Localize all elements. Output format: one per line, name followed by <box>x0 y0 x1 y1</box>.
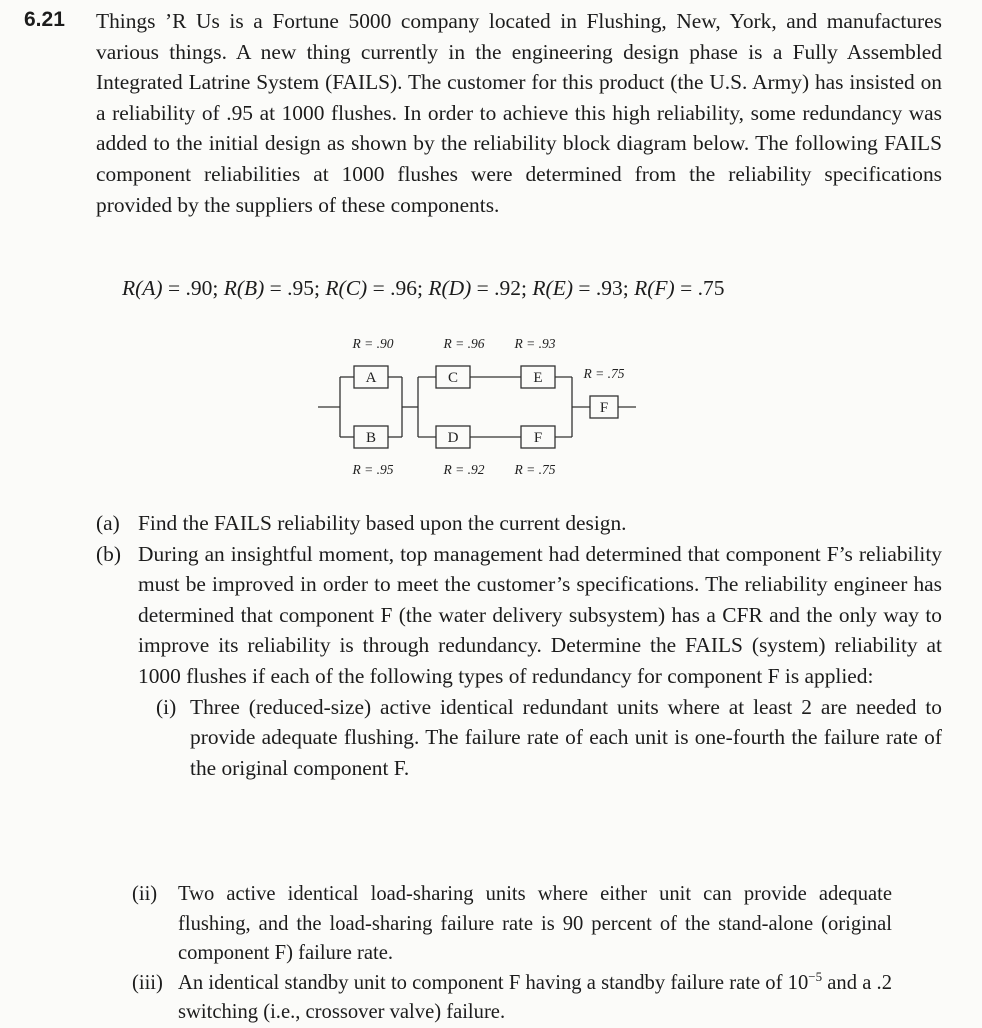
part-b-iii-text-pre: An identical standby unit to component F having a standby failure rate of 10 <box>178 971 809 994</box>
block-d-name: D <box>447 430 459 446</box>
question-parts <box>96 508 942 783</box>
label-rb: R = .95 <box>352 462 394 477</box>
part-b-iii-text-post: and a .2 switching (i.e., crossover valve) failure. <box>178 971 892 1024</box>
part-b-iii-label: (iii) <box>132 971 163 994</box>
formula-rc-label: R(C) <box>325 276 368 300</box>
part-b-text: During an insightful moment, top management had determined that component F’s reliability must be improved in order to meet the customer’s specifications. The reliability engineer has determined that component F (the water delivery subsystem) has a CFR and the only way to improve its reliability is through redundancy. Determine the FAILS (system) reliability at 1000 flushes if each of the following types of redundancy for component F is applied: <box>138 541 942 688</box>
label-re: R = .93 <box>514 336 556 351</box>
block-a-name: A <box>365 370 377 386</box>
reliability-block-diagram <box>310 330 650 480</box>
formula-rf-label: R(F) <box>634 276 675 300</box>
problem-number: 6.21 <box>24 8 65 31</box>
block-c-name: C <box>447 370 459 386</box>
label-rd: R = .92 <box>443 462 485 477</box>
reliability-formula <box>122 276 724 301</box>
label-ra: R = .90 <box>352 336 394 351</box>
formula-rd-value: = .92; <box>471 276 533 300</box>
part-b-ii-text: Two active identical load-sharing units where either unit can provide adequate flushing, and the load-sharing failure rate is 90 percent of the stand-alone (original component F) failure rate. <box>178 883 892 965</box>
label-rf-lower: R = .75 <box>514 462 556 477</box>
block-b-name: B <box>365 430 377 446</box>
part-a-label: (a) <box>96 511 120 535</box>
part-b-iii-text <box>178 969 892 1028</box>
part-b-iii <box>132 969 892 1028</box>
problem-intro: Things ’R Us is a Fortune 5000 company located in Flushing, New, York, and manufactures various things. A new thing currently in the engineering design phase is a Fully Assembled Integrated Latrine System (FAILS). The customer for this product (the U.S. Army) has insisted on a reliability of .95 at 1000 flushes. In order to achieve this high reliability, some redundancy was added to the initial design as shown by the reliability block diagram below. The following FAILS component reliabilities at 1000 flushes were determined from the reliability specifications provided by the suppliers of these components. <box>96 9 942 217</box>
part-b-iii-exponent: −5 <box>808 968 823 984</box>
formula-rf-value: = .75 <box>674 276 725 300</box>
part-b <box>96 539 942 692</box>
block-f-lower-name: F <box>533 430 543 446</box>
formula-re-label: R(E) <box>532 276 573 300</box>
part-b-i <box>156 692 942 784</box>
question-parts-continued <box>132 880 892 1028</box>
formula-ra-label: R(A) <box>122 276 163 300</box>
formula-re-value: = .93; <box>573 276 635 300</box>
formula-rd-label: R(D) <box>428 276 472 300</box>
part-b-i-text: Three (reduced-size) active identical redundant units where at least 2 are needed to provide adequate flushing. The failure rate of each unit is one-fourth the failure rate of the original component F. <box>190 694 942 780</box>
block-e-name: E <box>533 370 543 386</box>
formula-ra-value: = .90; <box>162 276 224 300</box>
part-b-ii-label: (ii) <box>132 883 158 905</box>
formula-rb-value: = .95; <box>264 276 326 300</box>
part-b-ii <box>132 880 892 969</box>
formula-rb-label: R(B) <box>223 276 265 300</box>
label-rf-right: R = .75 <box>583 366 625 381</box>
formula-rc-value: = .96; <box>367 276 429 300</box>
part-a <box>96 508 942 539</box>
part-b-label: (b) <box>96 541 121 566</box>
part-a-text: Find the FAILS reliability based upon the current design. <box>138 511 627 535</box>
part-b-i-label: (i) <box>156 694 177 719</box>
block-f-right-name: F <box>599 400 609 416</box>
label-rc: R = .96 <box>443 336 485 351</box>
